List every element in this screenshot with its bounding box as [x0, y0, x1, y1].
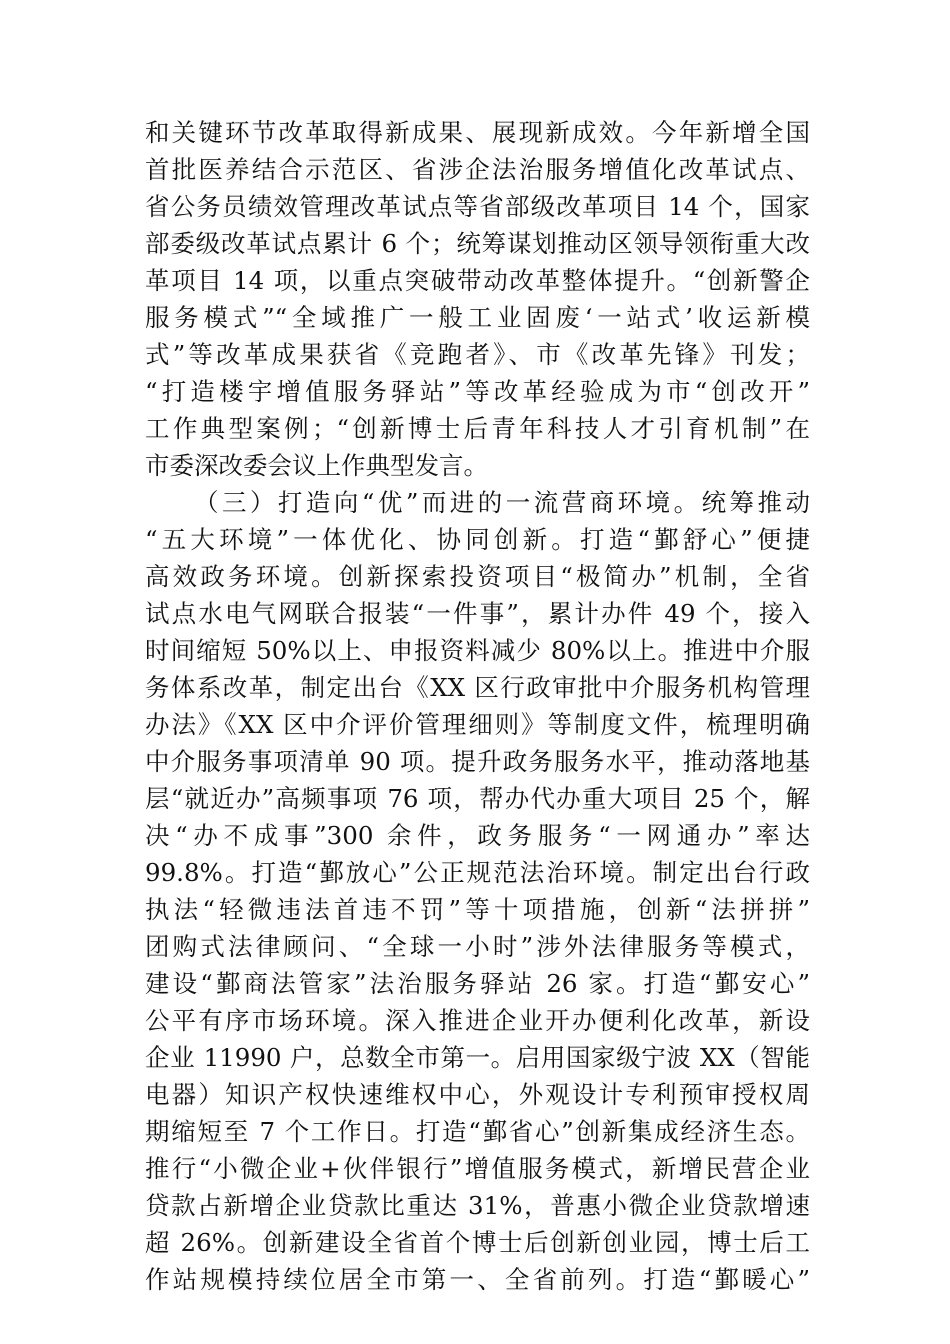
section-heading-line: （三）打造向“优”而进的一流营商环境。统筹推动	[194, 488, 810, 517]
text-line: 省公务员绩效管理改革试点等省部级改革项目 14 个，国家	[145, 192, 810, 221]
body-text	[145, 114, 810, 1298]
text-line: “打造楼宇增值服务驿站”等改革经验成为市“创改开”	[145, 377, 810, 406]
text-line: 公平有序市场环境。深入推进企业开办便利化改革，新设	[145, 1006, 810, 1035]
text-line: 贷款占新增企业贷款比重达 31%，普惠小微企业贷款增速	[145, 1191, 810, 1220]
text-line: “五大环境”一体优化、协同创新。打造“鄞舒心”便捷	[145, 525, 810, 554]
text-line: 中介服务事项清单 90 项。提升政务服务水平，推动落地基	[145, 747, 810, 776]
text-line: 建设“鄞商法管家”法治服务驿站 26 家。打造“鄞安心”	[145, 969, 810, 998]
text-line: 99.8%。打造“鄞放心”公正规范法治环境。制定出台行政	[145, 858, 810, 887]
text-line: 电器）知识产权快速维权中心，外观设计专利预审授权周	[145, 1080, 810, 1109]
text-line: 作站规模持续位居全市第一、全省前列。打造“鄞暖心”	[145, 1265, 810, 1294]
text-line: 试点水电气网联合报装“一件事”，累计办件 49 个，接入	[145, 599, 810, 628]
text-line: 务体系改革，制定出台《XX 区行政审批中介服务机构管理	[145, 673, 810, 702]
text-line: 办法》《XX 区中介评价管理细则》等制度文件，梳理明确	[145, 710, 810, 739]
text-line: 超 26%。创新建设全省首个博士后创新创业园，博士后工	[145, 1228, 810, 1257]
text-line: 部委级改革试点累计 6 个；统筹谋划推动区领导领衔重大改	[145, 229, 810, 258]
text-line: 推行“小微企业+伙伴银行”增值服务模式，新增民营企业	[145, 1154, 810, 1183]
text-line: 革项目 14 项，以重点突破带动改革整体提升。“创新警企	[145, 266, 810, 295]
text-line: 高效政务环境。创新探索投资项目“极简办”机制，全省	[145, 562, 810, 591]
text-line: 首批医养结合示范区、省涉企法治服务增值化改革试点、	[145, 155, 810, 184]
text-line: 决“办不成事”300 余件，政务服务“一网通办”率达	[145, 821, 810, 850]
text-line: 工作典型案例；“创新博士后青年科技人才引育机制”在	[145, 414, 810, 443]
text-line: 式”等改革成果获省《竞跑者》、市《改革先锋》刊发；	[145, 340, 810, 369]
text-line: 时间缩短 50%以上、申报资料减少 80%以上。推进中介服	[145, 636, 810, 665]
text-line: 期缩短至 7 个工作日。打造“鄞省心”创新集成经济生态。	[145, 1117, 810, 1146]
text-line: 服务模式”“全域推广一般工业固废‘一站式’收运新模	[145, 303, 810, 332]
text-line: 层“就近办”高频事项 76 项，帮办代办重大项目 25 个，解	[145, 784, 810, 813]
text-line: 执法“轻微违法首违不罚”等十项措施，创新“法拼拼”	[145, 895, 810, 924]
text-line: 企业 11990 户，总数全市第一。启用国家级宁波 XX（智能	[145, 1043, 810, 1072]
text-line: 市委深改委会议上作典型发言。	[145, 451, 488, 480]
text-line: 和关键环节改革取得新成果、展现新成效。今年新增全国	[145, 118, 810, 147]
text-line: 团购式法律顾问、“全球一小时”涉外法律服务等模式，	[145, 932, 810, 961]
